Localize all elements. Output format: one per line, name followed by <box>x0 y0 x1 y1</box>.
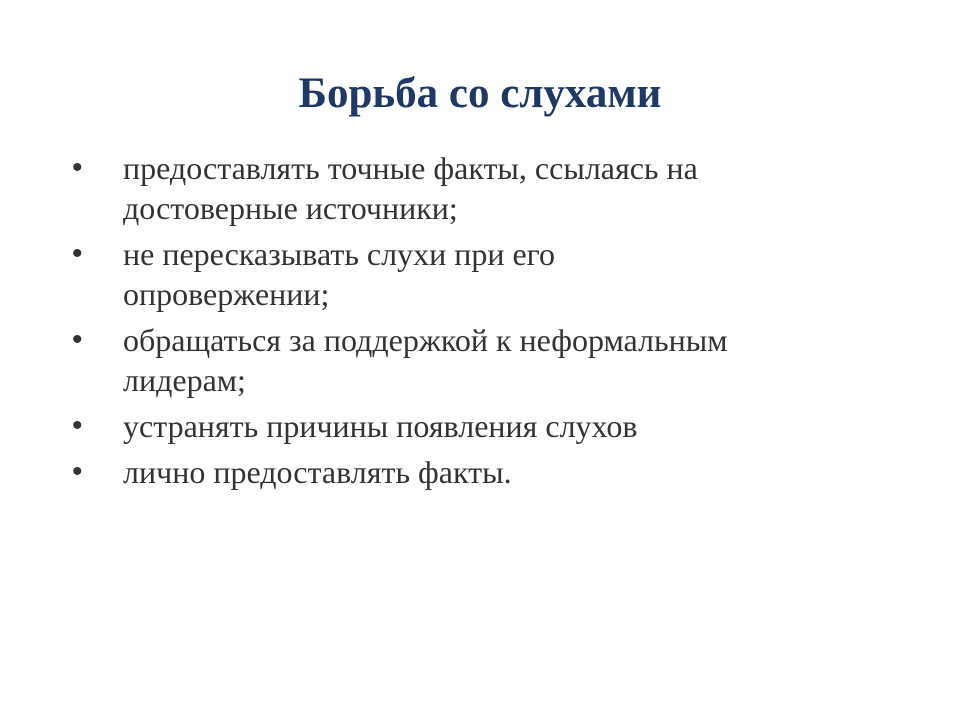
bullet-dot-icon: • <box>72 409 83 442</box>
bullet-text-2-line-1: не пересказывать слухи при его <box>123 236 555 272</box>
bullet-item-3 <box>72 320 872 400</box>
bullet-text-3-line-2: лидерам; <box>123 362 246 398</box>
bullet-text-1-line-2: достоверные источники; <box>123 190 458 226</box>
bullet-item-5 <box>72 452 872 492</box>
bullet-text-4-line-1: устранять причины появления слухов <box>123 408 638 444</box>
bullet-list <box>72 148 872 498</box>
bullet-text-1-line-1: предоставлять точные факты, ссылаясь на <box>123 150 698 186</box>
bullet-dot-icon: • <box>72 151 83 184</box>
bullet-dot-icon: • <box>72 455 83 488</box>
bullet-text-5-line-1: лично предоставлять факты. <box>123 454 512 490</box>
bullet-item-4 <box>72 406 872 446</box>
bullet-item-1 <box>72 148 872 228</box>
bullet-dot-icon: • <box>72 323 83 356</box>
slide-title: Борьба со слухами <box>298 70 662 117</box>
bullet-text-2-line-2: опровержении; <box>123 276 330 312</box>
bullet-dot-icon: • <box>72 237 83 270</box>
bullet-text-3-line-1: обращаться за поддержкой к неформальным <box>123 322 728 358</box>
bullet-item-2 <box>72 234 872 314</box>
